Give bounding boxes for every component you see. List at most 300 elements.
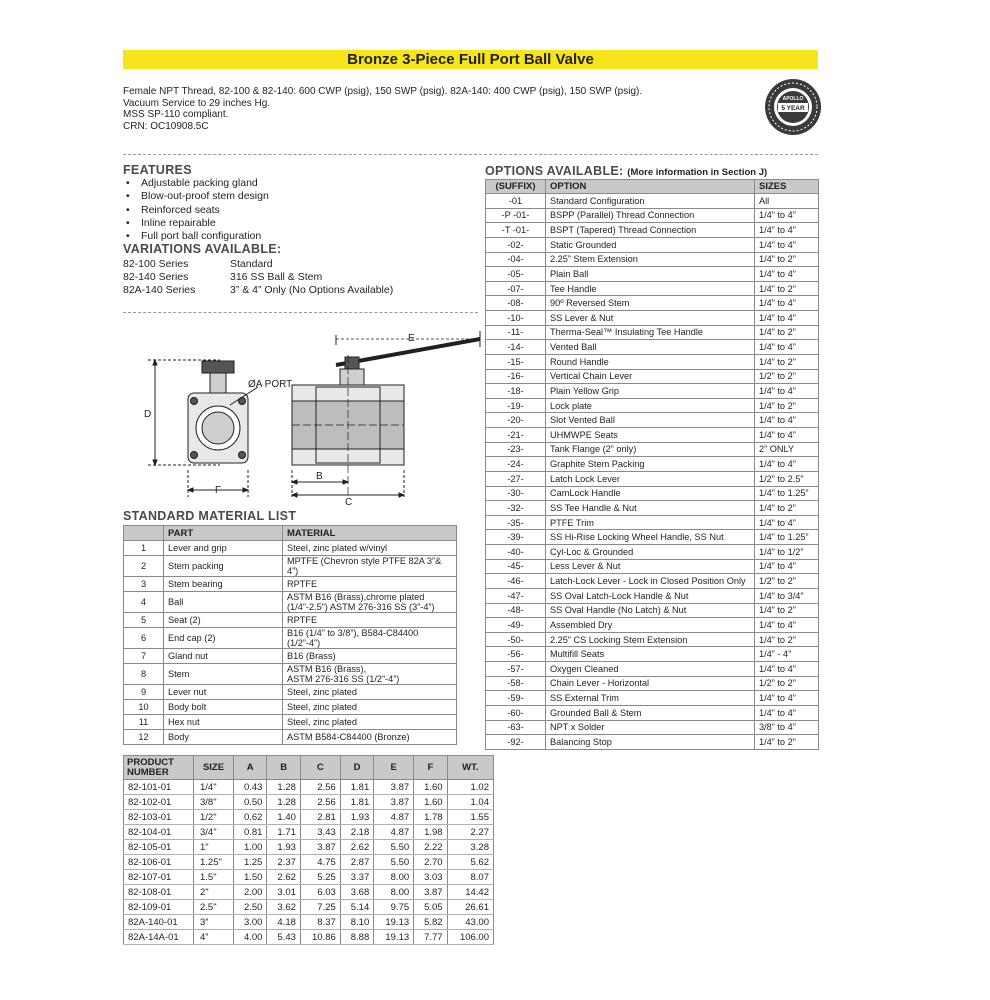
option-suffix: -24- (486, 457, 546, 472)
option-suffix: -05- (486, 267, 546, 282)
table-cell: 2.56 (300, 780, 340, 795)
table-row (124, 795, 494, 810)
part-number: 9 (124, 685, 164, 700)
table-cell: 5.62 (447, 855, 493, 870)
option-suffix: -27- (486, 471, 546, 486)
table-cell: 3.87 (300, 840, 340, 855)
material-line: ASTM 276-316 SS (1/2”-4”) (287, 674, 400, 684)
table-cell: 3.01 (267, 885, 300, 900)
option-name: Oxygen Cleaned (546, 662, 755, 677)
option-name: SS Oval Handle (No Latch) & Nut (546, 603, 755, 618)
part-number: 8 (124, 664, 164, 685)
table-row (124, 685, 457, 700)
table-cell: 82-103-01 (124, 810, 194, 825)
option-suffix: -48- (486, 603, 546, 618)
material-line: ASTM B16 (Brass), (287, 664, 367, 674)
option-name: 2.25” Stem Extension (546, 252, 755, 267)
list-item: • Blow-out-proof stem design (123, 190, 269, 203)
table-cell: 1.28 (267, 795, 300, 810)
table-cell: 1/4" (194, 780, 234, 795)
table-row (486, 384, 819, 399)
table-cell: 2.62 (340, 840, 373, 855)
seal-mid-text: 5 YEAR (781, 105, 805, 112)
materials-heading: STANDARD MATERIAL LIST (123, 509, 297, 523)
option-sizes: 1/4” to 4” (755, 662, 819, 677)
options-table (485, 179, 819, 750)
table-cell: 6.03 (300, 885, 340, 900)
col-header: E (374, 756, 414, 780)
table-cell: 4.18 (267, 915, 300, 930)
table-row (486, 281, 819, 296)
option-name: Lock plate (546, 398, 755, 413)
option-name: Multifill Seats (546, 647, 755, 662)
part-name: Ball (164, 592, 283, 613)
option-name: UHMWPE Seats (546, 428, 755, 443)
option-suffix: -57- (486, 662, 546, 677)
option-sizes: 1/4” to 4” (755, 457, 819, 472)
option-suffix: -20- (486, 413, 546, 428)
part-number: 4 (124, 592, 164, 613)
col-header: OPTION (546, 180, 755, 194)
table-row (124, 885, 494, 900)
table-row (486, 413, 819, 428)
option-name: Round Handle (546, 354, 755, 369)
material-line: Steel, zinc plated (287, 687, 357, 697)
valve-drawing (120, 325, 492, 505)
table-cell: 3.87 (374, 795, 414, 810)
table-cell: 0.81 (234, 825, 267, 840)
option-suffix: -21- (486, 428, 546, 443)
option-sizes: 1/4” to 4” (755, 384, 819, 399)
table-row (124, 810, 494, 825)
option-suffix: -30- (486, 486, 546, 501)
option-name: Tee Handle (546, 281, 755, 296)
option-suffix: -59- (486, 691, 546, 706)
option-name: Assembled Dry (546, 618, 755, 633)
table-cell: 82-104-01 (124, 825, 194, 840)
table-row (124, 780, 494, 795)
table-cell: 19.13 (374, 930, 414, 945)
table-cell: 1.25 (234, 855, 267, 870)
spec-line: Female NPT Thread, 82-100 & 82-140: 600 CWP (psig), 150 SWP (psig). 82A-140: 400 CWP (psig), 150 SWP (psig). (123, 86, 643, 97)
table-row (124, 649, 457, 664)
option-name: BSPP (Parallel) Thread Connection (546, 208, 755, 223)
table-cell: 1.78 (414, 810, 447, 825)
part-material (283, 577, 457, 592)
part-material (283, 715, 457, 730)
part-number: 5 (124, 613, 164, 628)
table-cell: 2.81 (300, 810, 340, 825)
option-suffix: -P -01- (486, 208, 546, 223)
table-row (486, 369, 819, 384)
table-cell: 8.37 (300, 915, 340, 930)
option-sizes: 1/4” to 1.25” (755, 486, 819, 501)
table-row (486, 632, 819, 647)
table-row (124, 628, 457, 649)
material-line: MPTFE (Chevron style PTFE 82A 3”& 4”) (287, 556, 442, 576)
table-cell: 2.70 (414, 855, 447, 870)
part-number: 6 (124, 628, 164, 649)
variation-desc: Standard (230, 258, 273, 270)
table-row (486, 735, 819, 750)
material-table (123, 525, 457, 745)
option-sizes: 1/4” to 2” (755, 501, 819, 516)
table-row (486, 194, 819, 209)
option-name: 90º Reversed Stem (546, 296, 755, 311)
part-name: Stem bearing (164, 577, 283, 592)
option-suffix: -15- (486, 354, 546, 369)
spec-line: MSS SP-110 compliant. (123, 109, 229, 121)
option-sizes: 1/4” to 4” (755, 340, 819, 355)
table-cell: 2.27 (447, 825, 493, 840)
variation-series: 82A-140 Series (123, 284, 196, 296)
options-note: (More information in Section J) (627, 167, 768, 178)
part-material (283, 556, 457, 577)
table-cell: 1.93 (267, 840, 300, 855)
option-sizes: 1/4” to 4” (755, 691, 819, 706)
part-number: 1 (124, 541, 164, 556)
material-line: ASTM B16 (Brass),chrome plated (287, 592, 425, 602)
option-name: Cyl-Loc & Grounded (546, 545, 755, 560)
col-header: PART (164, 526, 283, 541)
table-cell: 3” (194, 915, 234, 930)
option-sizes: 1/2” to 2” (755, 574, 819, 589)
table-row (486, 501, 819, 516)
table-cell: 5.82 (414, 915, 447, 930)
option-suffix: -07- (486, 281, 546, 296)
option-sizes: 1/4” to 2” (755, 325, 819, 340)
table-row (486, 428, 819, 443)
part-material (283, 613, 457, 628)
part-material (283, 592, 457, 613)
table-row (486, 676, 819, 691)
table-row (486, 545, 819, 560)
option-name: BSPT (Tapered) Thread Connection (546, 223, 755, 238)
part-name: End cap (2) (164, 628, 283, 649)
list-item: • Full port ball configuration (123, 230, 269, 243)
divider (123, 154, 818, 155)
col-header: B (267, 756, 300, 780)
option-sizes: 1/4” to 4” (755, 223, 819, 238)
table-cell: 0.62 (234, 810, 267, 825)
page-title: Bronze 3-Piece Full Port Ball Valve (123, 50, 818, 69)
table-cell: 0.43 (234, 780, 267, 795)
table-row (486, 662, 819, 677)
table-cell: 82A-140-01 (124, 915, 194, 930)
table-cell: 1.40 (267, 810, 300, 825)
spec-line: CRN: OC10908.5C (123, 120, 209, 132)
material-line: Steel, zinc plated (287, 717, 357, 727)
table-cell: 1.28 (267, 780, 300, 795)
option-suffix: -23- (486, 442, 546, 457)
material-line: Steel, zinc plated (287, 702, 357, 712)
table-cell: 3.68 (340, 885, 373, 900)
option-suffix: -T -01- (486, 223, 546, 238)
features-list (123, 177, 269, 243)
table-row (486, 223, 819, 238)
option-suffix: -04- (486, 252, 546, 267)
table-row (486, 208, 819, 223)
table-cell: 5.05 (414, 900, 447, 915)
dim-label-port: ØA PORT (248, 379, 293, 390)
table-cell: 1.5" (194, 870, 234, 885)
table-row (124, 613, 457, 628)
features-heading: FEATURES (123, 163, 192, 177)
options-rows (486, 194, 819, 750)
col-header: WT. (447, 756, 493, 780)
option-sizes: All (755, 194, 819, 209)
col-header: A (234, 756, 267, 780)
option-suffix: -10- (486, 311, 546, 326)
table-row (486, 515, 819, 530)
table-cell: 2.00 (234, 885, 267, 900)
option-name: Vented Ball (546, 340, 755, 355)
table-cell: 3.03 (414, 870, 447, 885)
table-cell: 82-106-01 (124, 855, 194, 870)
option-name: 2.25” CS Locking Stem Extension (546, 632, 755, 647)
option-suffix: -19- (486, 398, 546, 413)
table-cell: 2.22 (414, 840, 447, 855)
part-name: Seat (2) (164, 613, 283, 628)
table-cell: 2.37 (267, 855, 300, 870)
table-cell: 4.87 (374, 825, 414, 840)
table-row (486, 705, 819, 720)
table-row (486, 530, 819, 545)
option-sizes: 1/4” to 2” (755, 398, 819, 413)
option-suffix: -39- (486, 530, 546, 545)
table-cell: 2.50 (234, 900, 267, 915)
table-row (486, 267, 819, 282)
table-row (124, 556, 457, 577)
col-header: D (340, 756, 373, 780)
table-row (124, 592, 457, 613)
table-cell: 7.77 (414, 930, 447, 945)
table-row (124, 855, 494, 870)
list-item: • Reinforced seats (123, 204, 269, 217)
options-title: OPTIONS AVAILABLE: (485, 164, 624, 178)
option-suffix: -32- (486, 501, 546, 516)
option-name: Slot Vented Ball (546, 413, 755, 428)
table-cell: 7.25 (300, 900, 340, 915)
table-cell: 2.87 (340, 855, 373, 870)
seal-top-text: APOLLO (782, 96, 804, 102)
table-cell: 4” (194, 930, 234, 945)
table-row (486, 588, 819, 603)
option-name: SS Lever & Nut (546, 311, 755, 326)
table-cell: 2.5" (194, 900, 234, 915)
table-cell: 0.50 (234, 795, 267, 810)
dim-label-f: F (215, 485, 222, 496)
table-cell: 5.14 (340, 900, 373, 915)
option-name: SS External Trim (546, 691, 755, 706)
option-sizes: 1/4” to 4” (755, 413, 819, 428)
option-sizes: 1/4” to 3/4” (755, 588, 819, 603)
part-material (283, 664, 457, 685)
table-cell: 1" (194, 840, 234, 855)
table-cell: 2.56 (300, 795, 340, 810)
table-row (486, 486, 819, 501)
option-sizes: 2” ONLY (755, 442, 819, 457)
option-sizes: 1/4” to 2” (755, 603, 819, 618)
option-suffix: -16- (486, 369, 546, 384)
table-cell: 3/8" (194, 795, 234, 810)
option-sizes: 1/4” - 4” (755, 647, 819, 662)
options-heading (485, 164, 767, 178)
part-name: Body (164, 730, 283, 745)
part-material (283, 649, 457, 664)
option-sizes: 1/4” to 4” (755, 267, 819, 282)
option-suffix: -40- (486, 545, 546, 560)
table-cell: 4.75 (300, 855, 340, 870)
table-row (486, 354, 819, 369)
table-row (124, 825, 494, 840)
option-name: CamLock Handle (546, 486, 755, 501)
table-row (124, 541, 457, 556)
option-sizes: 1/4” to 4” (755, 428, 819, 443)
option-sizes: 1/4” to 4” (755, 208, 819, 223)
table-cell: 5.50 (374, 840, 414, 855)
table-cell: 3.62 (267, 900, 300, 915)
option-sizes: 1/4” to 2” (755, 632, 819, 647)
divider (123, 312, 478, 313)
option-sizes: 1/2” to 2” (755, 676, 819, 691)
part-material (283, 700, 457, 715)
table-row (124, 870, 494, 885)
part-number: 11 (124, 715, 164, 730)
table-cell: 3.43 (300, 825, 340, 840)
option-name: Standard Configuration (546, 194, 755, 209)
variations-list (123, 258, 393, 297)
table-cell: 5.50 (374, 855, 414, 870)
table-cell: 1.25" (194, 855, 234, 870)
table-cell: 82-109-01 (124, 900, 194, 915)
table-row (486, 691, 819, 706)
option-name: Less Lever & Nut (546, 559, 755, 574)
option-name: Tank Flange (2” only) (546, 442, 755, 457)
table-cell: 10.86 (300, 930, 340, 945)
variation-desc: 3” & 4” Only (No Options Available) (230, 284, 394, 296)
table-row (486, 618, 819, 633)
option-suffix: -46- (486, 574, 546, 589)
table-cell: 106.00 (447, 930, 493, 945)
col-header: F (414, 756, 447, 780)
table-cell: 82-105-01 (124, 840, 194, 855)
part-material (283, 628, 457, 649)
option-suffix: -11- (486, 325, 546, 340)
table-cell: 8.07 (447, 870, 493, 885)
table-cell: 8.88 (340, 930, 373, 945)
part-material (283, 730, 457, 745)
material-line: (1/4”-2.5”) ASTM 276-316 SS (3”-4”) (287, 602, 435, 612)
option-sizes: 1/4” to 4” (755, 618, 819, 633)
part-name: Stem packing (164, 556, 283, 577)
variation-desc: 316 SS Ball & Stem (230, 271, 323, 283)
option-suffix: -01 (486, 194, 546, 209)
table-cell: 5.43 (267, 930, 300, 945)
table-row (124, 664, 457, 685)
option-sizes: 3/8” to 4” (755, 720, 819, 735)
table-cell: 14.42 (447, 885, 493, 900)
table-cell: 82-102-01 (124, 795, 194, 810)
table-row (124, 915, 494, 930)
option-name: PTFE Trim (546, 515, 755, 530)
part-number: 2 (124, 556, 164, 577)
table-cell: 1.55 (447, 810, 493, 825)
table-row (486, 720, 819, 735)
table-cell: 3.87 (414, 885, 447, 900)
material-line: B16 (1/4” to 3/8”), B584-C84400 (287, 628, 419, 638)
table-cell: 1.98 (414, 825, 447, 840)
table-cell: 1.71 (267, 825, 300, 840)
option-sizes: 1/4” to 4” (755, 296, 819, 311)
table-cell: 1.60 (414, 795, 447, 810)
col-header: C (300, 756, 340, 780)
option-suffix: -02- (486, 237, 546, 252)
table-row (486, 559, 819, 574)
table-row (124, 715, 457, 730)
col-header: SIZE (194, 756, 234, 780)
option-suffix: -08- (486, 296, 546, 311)
part-name: Lever and grip (164, 541, 283, 556)
option-name: Latch Lock Lever (546, 471, 755, 486)
table-cell: 3.37 (340, 870, 373, 885)
variation-row (123, 284, 393, 297)
dimension-rows (124, 780, 494, 945)
option-name: Therma-Seal™ Insulating Tee Handle (546, 325, 755, 340)
option-sizes: 1/4” to 2” (755, 354, 819, 369)
dimension-header-row (124, 756, 494, 780)
dimension-table (123, 755, 494, 945)
spec-text (123, 86, 763, 132)
dim-label-c: C (345, 497, 353, 505)
material-line: RPTFE (287, 615, 318, 625)
table-row (486, 311, 819, 326)
table-row (486, 325, 819, 340)
table-row (124, 840, 494, 855)
option-sizes: 1/4” to 1.25” (755, 530, 819, 545)
table-row (486, 296, 819, 311)
table-cell: 82A-14A-01 (124, 930, 194, 945)
table-cell: 9.75 (374, 900, 414, 915)
table-row (124, 700, 457, 715)
option-suffix: -60- (486, 705, 546, 720)
option-suffix: -63- (486, 720, 546, 735)
option-name: Vertical Chain Lever (546, 369, 755, 384)
option-name: Balancing Stop (546, 735, 755, 750)
option-sizes: 1/4” to 1/2” (755, 545, 819, 560)
table-row (486, 457, 819, 472)
spec-line: Vacuum Service to 29 inches Hg. (123, 97, 271, 109)
option-suffix: -49- (486, 618, 546, 633)
table-row (486, 574, 819, 589)
material-rows (124, 541, 457, 745)
option-sizes: 1/4” to 4” (755, 311, 819, 326)
table-cell: 8.10 (340, 915, 373, 930)
table-cell: 1.93 (340, 810, 373, 825)
list-item: • Inline repairable (123, 217, 269, 230)
table-cell: 2.18 (340, 825, 373, 840)
table-cell: 82-107-01 (124, 870, 194, 885)
option-sizes: 1/4” to 4” (755, 559, 819, 574)
part-name: Stem (164, 664, 283, 685)
table-row (486, 603, 819, 618)
table-cell: 5.25 (300, 870, 340, 885)
option-sizes: 1/2” to 2.5” (755, 471, 819, 486)
option-suffix: -56- (486, 647, 546, 662)
option-name: Grounded Ball & Stem (546, 705, 755, 720)
table-row (486, 237, 819, 252)
table-cell: 4.00 (234, 930, 267, 945)
